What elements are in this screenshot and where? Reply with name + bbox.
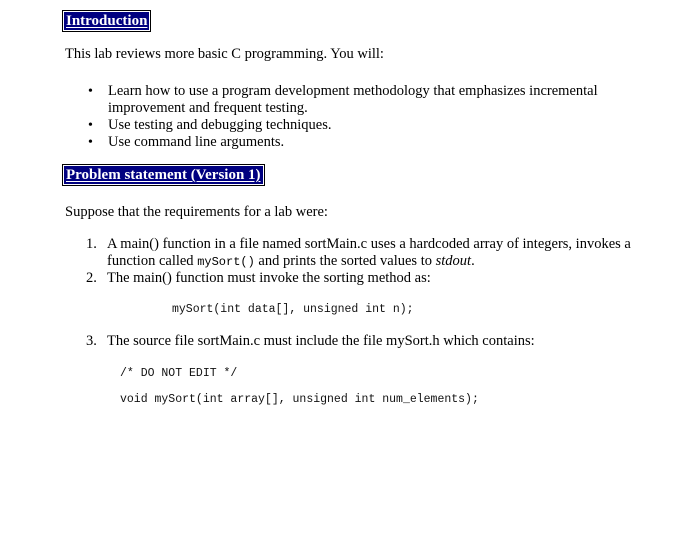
inline-code: mySort() xyxy=(197,255,255,269)
code-block-mysort-call: mySort(int data[], unsigned int n); xyxy=(172,303,414,316)
requirements-intro-paragraph: Suppose that the requirements for a lab were: xyxy=(65,204,328,220)
item-number: 2. xyxy=(86,270,97,286)
list-item: • Learn how to use a program development methodology that emphasizes incremental improvement and frequent testing. xyxy=(88,83,648,117)
item-number: 3. xyxy=(86,333,97,349)
item-text: The main() function must invoke the sorting method as: xyxy=(107,270,431,286)
item-text-part: and prints the sorted values to xyxy=(254,253,436,269)
requirement-item-3 xyxy=(86,333,646,350)
item-text xyxy=(86,236,646,271)
introduction-paragraph: This lab reviews more basic C programming. You will: xyxy=(65,46,384,62)
emphasis-text: stdout xyxy=(435,253,472,269)
item-text: The source file sortMain.c must include the file mySort.h which contains: xyxy=(107,333,535,349)
problem-statement-heading: Problem statement (Version 1) xyxy=(66,167,261,183)
objectives-list xyxy=(88,83,648,151)
requirement-item-2 xyxy=(86,270,646,287)
item-text-part: . xyxy=(471,253,475,269)
list-item: • Use command line arguments. xyxy=(88,134,648,151)
item-number: 1. xyxy=(86,236,97,252)
item-text-part: A main() function in a file named sortMain.c uses a hardcoded array of integers, invokes a function called xyxy=(107,236,631,269)
code-prototype-line: void mySort(int array[], unsigned int num_elements); xyxy=(120,393,479,406)
code-comment-line: /* DO NOT EDIT */ xyxy=(120,367,238,380)
list-item: • Use testing and debugging techniques. xyxy=(88,117,648,134)
requirement-item-1 xyxy=(86,236,646,271)
introduction-heading: Introduction xyxy=(66,13,148,29)
